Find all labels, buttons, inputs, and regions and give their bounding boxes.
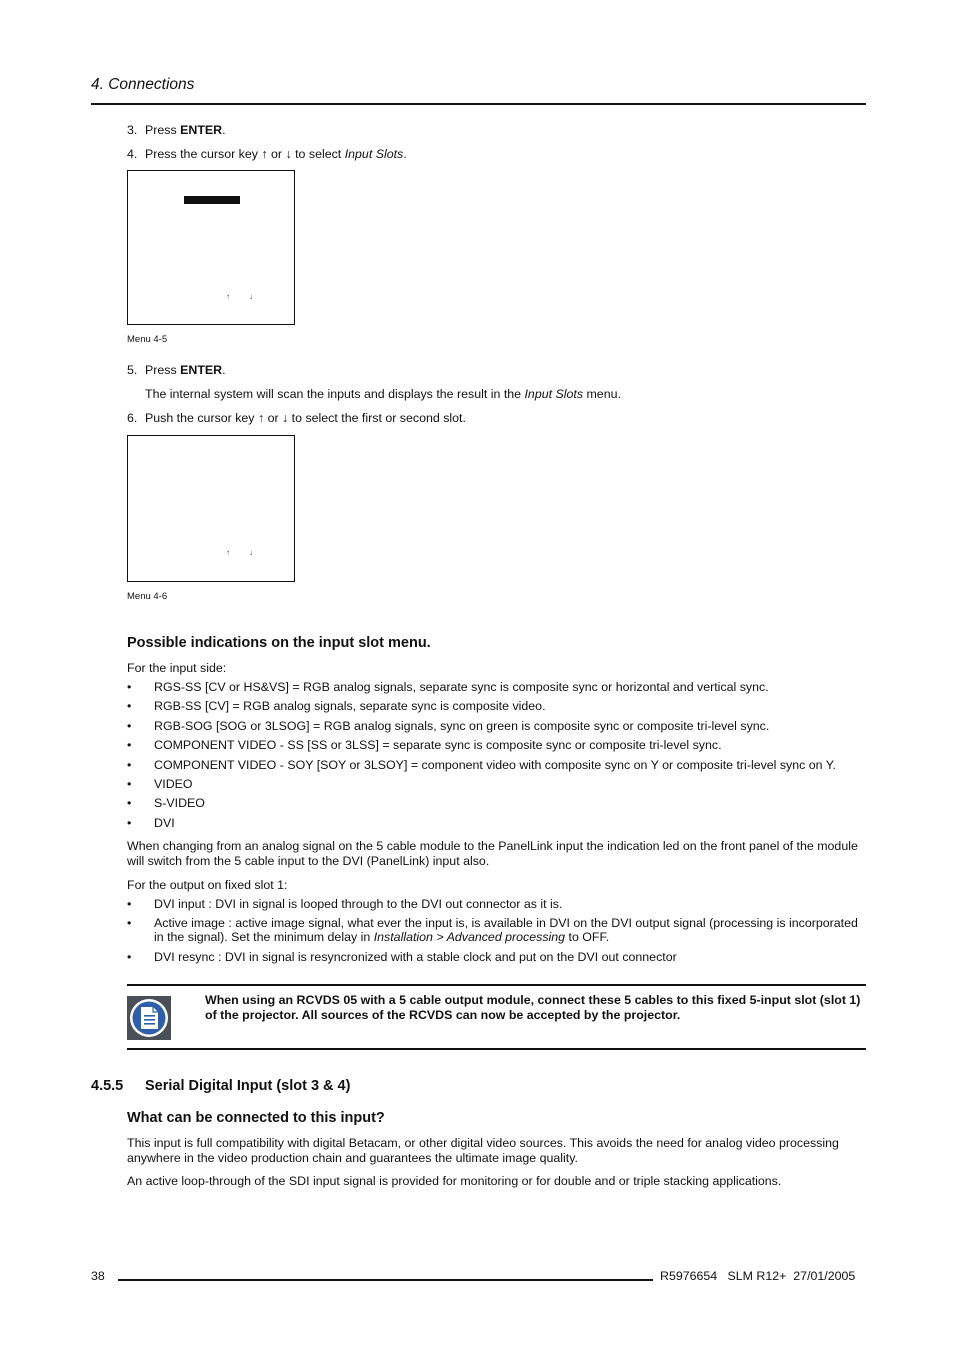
down-arrow-icon: ↓ [249,548,253,557]
bullet-icon: • [127,680,132,694]
list-item-text: DVI input : DVI in signal is looped through to the DVI out connector as it is. [154,897,563,911]
step-key: ENTER [180,363,223,377]
list-item [127,680,867,694]
list-item [127,719,867,733]
up-arrow-icon: ↑ [226,548,230,557]
bullet-icon: • [127,796,132,811]
list-item [127,950,867,964]
list-item-text: VIDEO [154,776,193,791]
menu-4-5-caption: Menu 4-5 [127,334,168,345]
list-item-text: RGS-SS [CV or HS&VS] = RGB analog signals, separate sync is composite sync or horizontal and vertical sync. [154,680,769,694]
step-menu-name: Input Slots [344,147,404,161]
panellink-paragraph: When changing from an analog signal on the 5 cable module to the PanelLink input the indication led on the front panel of the module will switch from the 5 cable input to the DVI (PanelLink) input also. [127,839,858,868]
output-side-list [127,897,867,969]
menu-path: Installation > Advanced processing [373,930,566,945]
step-text: Press [145,363,181,377]
output-side-intro: For the output on fixed slot 1: [127,878,288,892]
note-top-rule [127,984,866,986]
list-item [127,777,867,791]
list-item [127,738,867,752]
section-number: 4.5.5 [91,1078,124,1094]
list-item [127,699,867,713]
step-number: 4. [127,147,138,161]
section-heading [91,1078,350,1094]
bullet-icon: • [127,916,132,931]
bullet-icon: • [127,897,132,911]
step-text: Press the cursor key ↑ or ↓ to select [145,147,345,161]
list-item [127,897,867,911]
desc-text: The internal system will scan the inputs and displays the result in the [145,387,525,401]
step-text: Press [145,123,181,137]
note-bottom-rule [127,1048,866,1050]
step-punct: . [403,147,407,161]
list-item-text: DVI [154,815,175,830]
bullet-icon: • [127,699,132,714]
chapter-title: 4. Connections [91,76,195,93]
list-item-text: DVI resync : DVI in signal is resyncronized with a stable clock and put on the DVI out connector [154,949,677,964]
step-key: ENTER [180,123,223,137]
footer-rule [118,1279,653,1281]
step-6 [127,411,466,425]
step-5 [127,363,226,377]
step-number: 5. [127,363,138,377]
header-rule [91,103,866,105]
input-side-intro: For the input side: [127,661,227,675]
menu-4-6-image [127,435,295,582]
step-4 [127,147,407,161]
note-text: When using an RCVDS 05 with a 5 cable output module, connect these 5 cables to this fixed 5-input slot (slot 1) of the projector. All sources of the RCVDS can now be accepted by the projector. [205,993,861,1022]
step-5-description [145,387,621,401]
note-icon-graphic [127,996,171,1040]
step-punct: . [222,123,226,137]
indications-heading: Possible indications on the input slot menu. [127,635,431,651]
sdi-paragraph-1: This input is full compatibility with digital Betacam, or other digital video sources. This avoids the need for analog video processing anywhere in the video production chain and guarantees the ultimate image quality. [127,1136,839,1165]
footer-reference: R5976654 SLM R12+ 27/01/2005 [660,1269,856,1283]
list-item [127,796,867,810]
bullet-icon: • [127,738,132,753]
up-arrow-icon: ↑ [226,292,230,301]
desc-text-end: menu. [583,387,621,401]
step-punct: . [222,363,226,377]
list-item-text: RGB-SOG [SOG or 3LSOG] = RGB analog signals, sync on green is composite sync or composite tri-level sync. [154,718,770,733]
page-number: 38 [91,1269,105,1283]
subheading: What can be connected to this input? [127,1110,385,1126]
step-number: 6. [127,411,138,425]
step-3 [127,123,226,137]
list-item-text: Active image : active image signal, what ever the input is, is available in DVI on the DVI output signal (processing is incorporated in the signal). Set the minimum delay in [154,916,858,945]
list-item [127,816,867,830]
list-item [127,916,867,944]
step-number: 3. [127,123,138,137]
list-item-text: S-VIDEO [154,796,205,811]
input-side-list [127,680,867,835]
step-text: Push the cursor key ↑ or ↓ to select the first or second slot. [145,411,466,425]
bullet-icon: • [127,776,132,791]
sdi-paragraph-2: An active loop-through of the SDI input signal is provided for monitoring or for double and or triple stacking applications. [127,1174,782,1188]
menu-highlight-bar [184,196,240,204]
list-item [127,758,867,772]
list-item-text: COMPONENT VIDEO - SOY [SOY or 3LSOY] = component video with composite sync on Y or composite tri-level sync on Y. [154,757,836,772]
bullet-icon: • [127,718,132,733]
desc-menu-name: Input Slots [524,387,584,401]
bullet-icon: • [127,757,132,772]
note-icon [127,996,171,1040]
list-item-text: RGB-SS [CV] = RGB analog signals, separate sync is composite video. [154,699,546,714]
section-title: Serial Digital Input (slot 3 & 4) [145,1078,351,1094]
menu-4-6-caption: Menu 4-6 [127,591,168,602]
list-item-text-end: to OFF. [565,930,610,945]
list-item-text: COMPONENT VIDEO - SS [SS or 3LSS] = separate sync is composite sync or composite tri-level sync. [154,738,722,753]
bullet-icon: • [127,949,132,964]
bullet-icon: • [127,815,132,830]
down-arrow-icon: ↓ [249,292,253,301]
menu-4-5-image [127,170,295,325]
